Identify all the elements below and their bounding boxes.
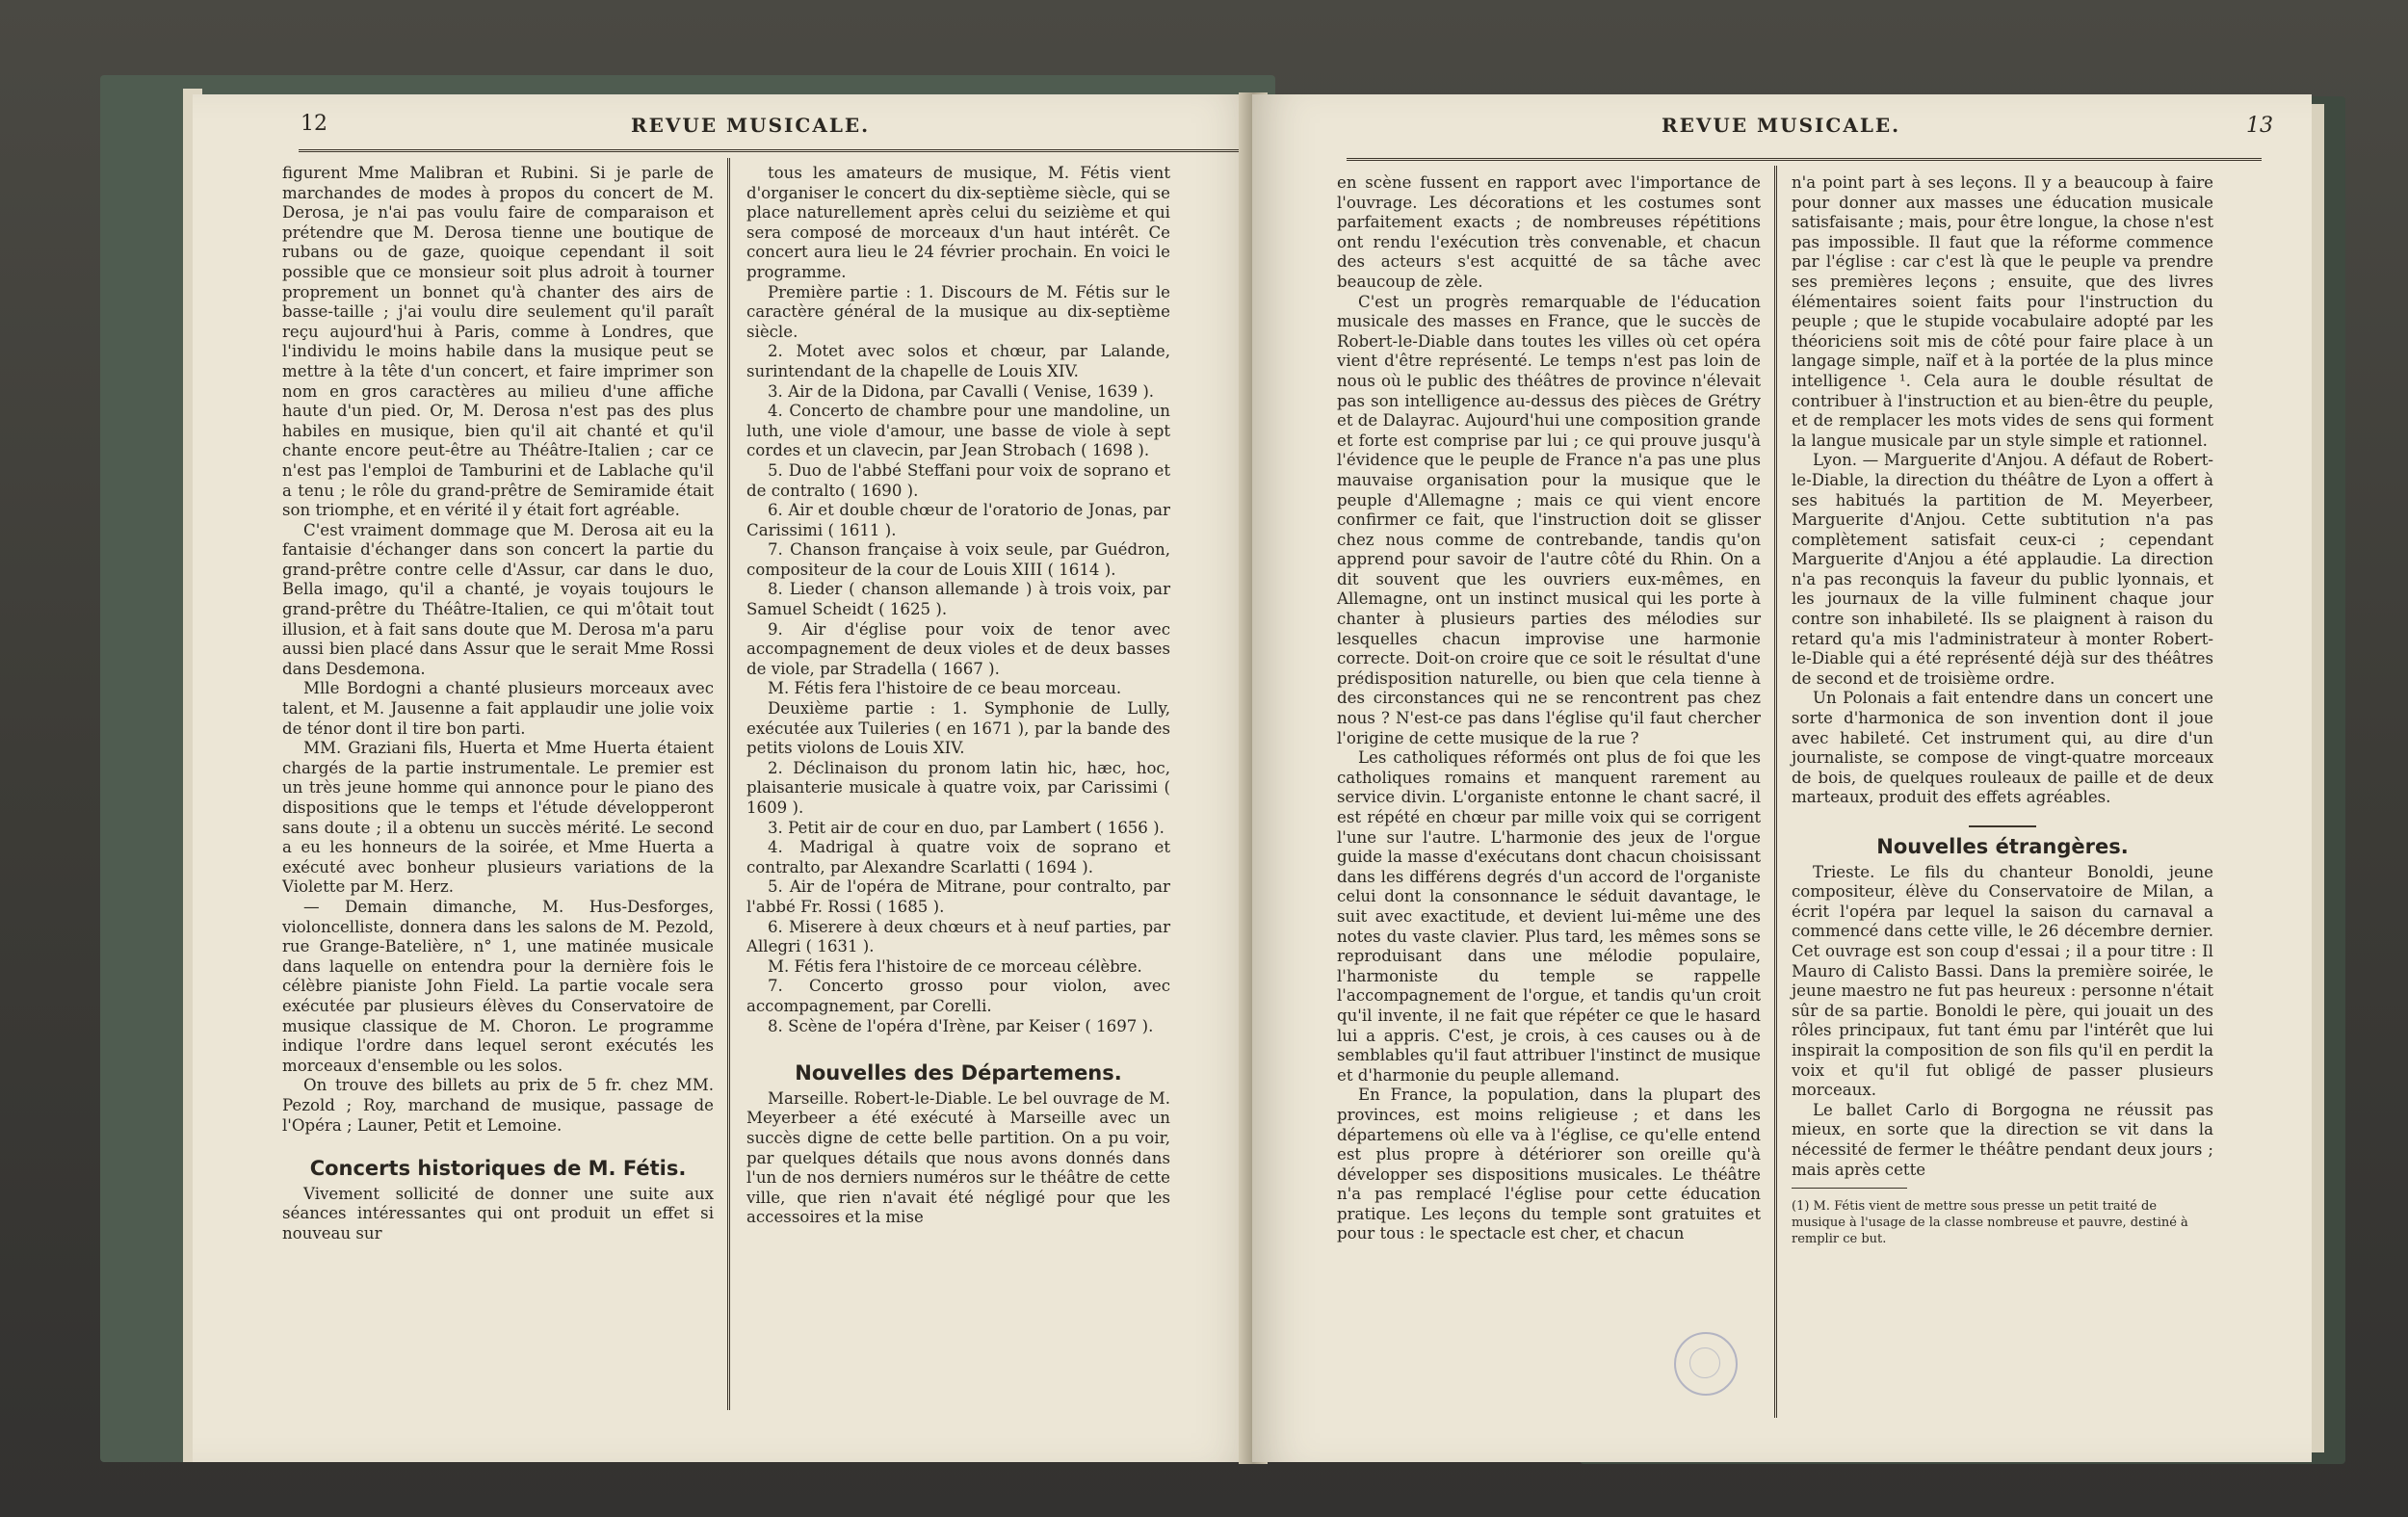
paragraph: C'est vraiment dommage que M. Derosa ait eu la fantaisie d'échanger dans son concert la partie du grand-prêtre contre celle d'Assur, car dans le duo, Bella imago, qu'il a chanté, je voyais toujours le grand-prêtre du Théâtre-Italien, ce qui m'ôtait tout illusion, et à fait sans doute que M. Derosa m'a paru aussi bien placé dans Assur que le serait Mme Rossi dans Desdemona. xyxy=(282,520,714,678)
paragraph: Les catholiques réformés ont plus de foi que les catholiques romains et manquent rarement au service divin. L'organiste entonne le chant sacré, il est répété en chœur par mille voix qui se corrigent l'une sur l'autre. L'harmonie des jeux de l'orgue guide la masse d'exécutans dont chacun choisissant dans les différens degrés d'un accord de l'organiste celui dont la consonnance le séduit davantage, le suit avec exactitude, et devient lui-même une des notes du vaste clavier. Plus tard, les mêmes sons se reproduisant dans une mélodie populaire, l'harmoniste du temple se rappelle l'accompagnement de l'orgue, et tandis qu'un croit qu'il invente, il ne fait que répéter ce que le hasard lui a appris. C'est, je crois, à ces causes ou à de semblables qu'il faut attribuer l'instinct de musique et d'harmonie du peuple allemand. xyxy=(1337,748,1761,1085)
programme-item: 3. Air de la Didona, par Cavalli ( Venise, 1639 ). xyxy=(768,381,1155,401)
right-page xyxy=(1252,94,2312,1462)
section-heading: Nouvelles étrangères. xyxy=(1876,835,2129,858)
programme-item: 8. Scène de l'opéra d'Irène, par Keiser ( 1697 ). xyxy=(768,1016,1154,1035)
left-page xyxy=(193,94,1259,1462)
paragraph: Vivement sollicité de donner une suite aux séances intéressantes qui ont produit un effet si nouveau sur xyxy=(282,1184,714,1242)
programme-item: 4. Concerto de chambre pour une mandoline, un luth, une viole d'amour, une basse de viole à sept cordes et un clavecin, par Jean Strobach ( 1698 ). xyxy=(746,402,1170,460)
programme-item: 3. Petit air de cour en duo, par Lambert ( 1656 ). xyxy=(768,818,1165,837)
section-heading: Nouvelles des Départemens. xyxy=(795,1061,1122,1085)
programme-item: 6. Miserere à deux chœurs et à neuf parties, par Allegri ( 1631 ). xyxy=(746,917,1170,956)
programme-item: 9. Air d'église pour voix de tenor avec accompagnement de deux violes et de deux basses de viole, par Stradella ( 1667 ). xyxy=(746,619,1170,678)
paragraph: En France, la population, dans la plupart des provinces, est moins religieuse ; et dans les départemens où elle va à l'église, ce qu'elle entend est plus propre à détériorer son oreille qu'à développer ses dispositions musicales. Le théâtre n'a pas remplacé l'église pour cette éducation pratique. Les leçons du temple sont gratuites et pour tous : le spectacle est cher, et chacun xyxy=(1337,1085,1761,1243)
programme-item: M. Fétis fera l'histoire de ce beau morceau. xyxy=(768,679,1122,698)
programme-item: 7. Chanson française à voix seule, par Guédron, compositeur de la cour de Louis XIII ( 1614 ). xyxy=(746,540,1170,579)
paragraph: Un Polonais a fait entendre dans un concert une sorte d'harmonica de son invention dont il joue avec habileté. Cet instrument qui, au dire d'un journaliste, se compose de vingt-quatre morceaux de bois, de quelques rouleaux de paille et de deux marteaux, produit des effets agréables. xyxy=(1792,689,2213,807)
running-head: REVUE MUSICALE. xyxy=(631,114,871,137)
paragraph: — Demain dimanche, M. Hus-Desforges, violoncelliste, donnera dans les salons de M. Pezold, rue Grange-Batelière, n° 1, une matinée musicale dans laquelle on entendra pour la dernière fois le célèbre pianiste John Field. La partie vocale sera exécutée par plusieurs élèves du Conservatoire de musique classique de M. Choron. Le programme indique l'ordre dans lequel seront exécutés les morceaux d'ensemble ou les solos. xyxy=(282,897,714,1075)
header-rule xyxy=(299,149,1271,152)
programme-item: 8. Lieder ( chanson allemande ) à trois voix, par Samuel Scheidt ( 1625 ). xyxy=(746,580,1170,619)
programme-item: 6. Air et double chœur de l'oratorio de Jonas, par Carissimi ( 1611 ). xyxy=(746,501,1170,539)
programme-item: 5. Duo de l'abbé Steffani pour voix de soprano et de contralto ( 1690 ). xyxy=(746,460,1170,500)
paragraph: Marseille. Robert-le-Diable. Le bel ouvrage de M. Meyerbeer a été exécuté à Marseille avec un succès digne de cette belle partition. On a pu voir, par quelques détails que nous avons donnés dans l'un de nos derniers numéros sur le théâtre de cette ville, que rien n'avait été négligé pour que les accessoires et la mise xyxy=(746,1088,1170,1227)
section-heading: Concerts historiques de M. Fétis. xyxy=(309,1157,687,1181)
paragraph: Trieste. Le fils du chanteur Bonoldi, jeune compositeur, élève du Conservatoire de Milan, a écrit l'opéra par lequel la saison du carnaval a commencé dans cette ville, le 26 décembre dernier. Cet ouvrage est son coup d'essai ; il a pour titre : Il Mauro di Calisto Bassi. Dans la première soirée, le jeune maestro ne fut pas heureux : personne n'était sûr de sa partie. Bonoldi le père, qui jouait un des rôles principaux, fut tant ému par l'intérêt que lui inspirait la composition de son fils qu'il en perdit la voix et qu'il fut obligé de passer plusieurs morceaux. xyxy=(1792,862,2213,1100)
header-rule xyxy=(1347,158,2262,161)
column-divider xyxy=(727,158,730,1410)
left-page-column-1 xyxy=(282,164,714,1243)
programme-item: M. Fétis fera l'histoire de ce morceau célèbre. xyxy=(768,956,1142,976)
library-stamp xyxy=(1674,1332,1738,1396)
paragraph: Mlle Bordogni a chanté plusieurs morceaux avec talent, et M. Jausenne a fait applaudir une jolie voix de ténor dont il tire bon parti. xyxy=(282,679,714,738)
footnote: (1) M. Fétis vient de mettre sous presse un petit traité de musique à l'usage de la classe nombreuse et pauvre, destiné à remplir ce but. xyxy=(1792,1199,2188,1247)
programme-item: 2. Motet avec solos et chœur, par Lalande, surintendant de la chapelle de Louis XIV. xyxy=(746,342,1170,380)
paragraph: tous les amateurs de musique, M. Fétis vient d'organiser le concert du dix-septième siècle, qui se place naturellement après celui du seizième et qui sera composé de morceaux d'un haut intérêt. Ce concert aura lieu le 24 février prochain. En voici le programme. xyxy=(746,164,1170,281)
programme-item: 5. Air de l'opéra de Mitrane, pour contralto, par l'abbé Fr. Rossi ( 1685 ). xyxy=(746,877,1170,916)
paragraph: C'est un progrès remarquable de l'éducation musicale des masses en France, que le succès de Robert-le-Diable dans toutes les villes où cet opéra vient d'être représenté. Le temps n'est pas loin de nous où le public des théâtres de province n'élevait pas son intelligence au-dessus des pièces de Grétry et de Dalayrac. Aujourd'hui une composition grande et forte est comprise par lui ; ce qui prouve jusqu'à l'évidence que le peuple de France n'a pas une plus mauvaise organisation pour la musique que le peuple d'Allemagne ; mais ce qui vient encore confirmer ce fait, que l'instruction doit se glisser chez nous comme de contrebande, tandis qu'on apprend pour savoir de l'autre côté du Rhin. On a dit souvent que les ouvriers eux-mêmes, en Allemagne, ont un instinct musical qui les porte à chanter à plusieurs parties des mélodies sur lesquelles chacun improvise une harmonie correcte. Doit-on croire que ce soit le résultat d'une prédisposition naturelle, ou bien que cela tienne à des circonstances qui ne se rencontrent pas chez nous ? N'est-ce pas dans l'église qu'il faut chercher l'origine de cette musique de la rue ? xyxy=(1337,292,1761,747)
paragraph: figurent Mme Malibran et Rubini. Si je parle de marchandes de modes à propos du concert de M. Derosa, je n'ai pas voulu faire de comparaison et prétendre que M. Derosa tienne une boutique de rubans ou de gaze, quoique cependant il soit possible que ce monsieur soit plus adroit à tourner proprement un bonnet qu'à chanter des airs de basse-taille ; j'ai voulu dire seulement qu'il paraît reçu aujourd'hui à Paris, comme à Londres, que l'individu le moins habile dans la musique peut se mettre à la tête d'un concert, et faire imprimer son nom en gros caractères au milieu d'une affiche haute d'un pied. Or, M. Derosa n'est pas des plus habiles en musique, bien qu'il ait chanté et qu'il chante encore peut-être au Théâtre-Italien ; car ce n'est pas l'emploi de Tamburini et de Lablache qu'il a tenu ; le rôle du grand-prêtre de Semiramide était son triomphe, et en vérité il y était fort agréable. xyxy=(282,164,714,520)
running-head: REVUE MUSICALE. xyxy=(1662,114,1901,137)
page-number: 13 xyxy=(2246,114,2273,138)
paragraph: en scène fussent en rapport avec l'importance de l'ouvrage. Les décorations et les costumes sont parfaitement exacts ; de nombreuses répétitions ont rendu l'exécution très convenable, et chacun des acteurs s'est acquitté de sa tâche avec beaucoup de zèle. xyxy=(1337,173,1761,291)
paragraph: MM. Graziani fils, Huerta et Mme Huerta étaient chargés de la partie instrumentale. Le premier est un très jeune homme qui annonce pour le piano des dispositions que le temps et l'étude développeront sans doute ; il a obtenu un succès mérité. Le second a eu les honneurs de la soirée, et Mme Huerta a exécuté avec bonheur plusieurs variations de la Violette par M. Herz. xyxy=(282,739,714,897)
right-page-column-1 xyxy=(1337,173,1761,1244)
left-page-column-2 xyxy=(746,164,1170,1228)
programme-item: Deuxième partie : 1. Symphonie de Lully, exécutée aux Tuileries ( en 1671 ), par la bande des petits violons de Louis XIV. xyxy=(746,699,1170,758)
paragraph: Le ballet Carlo di Borgogna ne réussit pas mieux, en sorte que la direction se vit dans la nécessité de fermer le théâtre pendant deux jours ; mais après cette xyxy=(1792,1100,2213,1179)
paragraph: On trouve des billets au prix de 5 fr. chez MM. Pezold ; Roy, marchand de musique, passage de l'Opéra ; Launer, Petit et Lemoine. xyxy=(282,1076,714,1135)
paragraph: n'a point part à ses leçons. Il y a beaucoup à faire pour donner aux masses une éducation musicale satisfaisante ; mais, pour être longue, la chose n'est pas impossible. Il faut que la réforme commence par l'église : car c'est là que le peuple va prendre ses premières leçons ; ensuite, que des livres élémentaires soient faits pour l'instruction du peuple ; que le stupide vocabulaire adopté par les théoriciens soit mis de côté pour faire place à un langage simple, naïf et à la portée de la plus mince intelligence ¹. Cela aura le double résultat de contribuer à l'instruction et au bien-être du peuple, et de remplacer les mots vides de sens qui forment la langue musicale par un style simple et rationnel. xyxy=(1792,173,2213,450)
paragraph: Lyon. — Marguerite d'Anjou. A défaut de Robert-le-Diable, la direction du théâtre de Lyon a offert à ses habitués la partition de M. Meyerbeer, Marguerite d'Anjou. Cette subtitution n'a pas complètement satisfait ceux-ci ; cependant Marguerite d'Anjou a été applaudie. La direction n'a pas reconquis la faveur du public lyonnais, et les journaux de la ville fulminent chaque jour contre son inhabileté. Ils se plaignent à raison du retard qu'a mis l'administrateur à monter Robert-le-Diable qui a été représenté déjà sur des théâtres de second et de troisième ordre. xyxy=(1792,451,2213,688)
right-page-column-2 xyxy=(1792,173,2213,1247)
programme-item: 2. Déclinaison du pronom latin hic, hæc, hoc, plaisanterie musicale à quatre voix, par Carissimi ( 1609 ). xyxy=(746,758,1170,817)
programme-item: 4. Madrigal à quatre voix de soprano et contralto, par Alexandre Scarlatti ( 1694 ). xyxy=(746,838,1170,876)
section-separator xyxy=(1969,825,2036,827)
programme-item: Première partie : 1. Discours de M. Fétis sur le caractère général de la musique au dix-septième siècle. xyxy=(746,282,1170,341)
page-number: 12 xyxy=(301,112,327,136)
footnote-rule xyxy=(1792,1188,1907,1189)
column-divider xyxy=(1774,166,1777,1418)
programme-item: 7. Concerto grosso pour violon, avec accompagnement, par Corelli. xyxy=(746,977,1170,1015)
